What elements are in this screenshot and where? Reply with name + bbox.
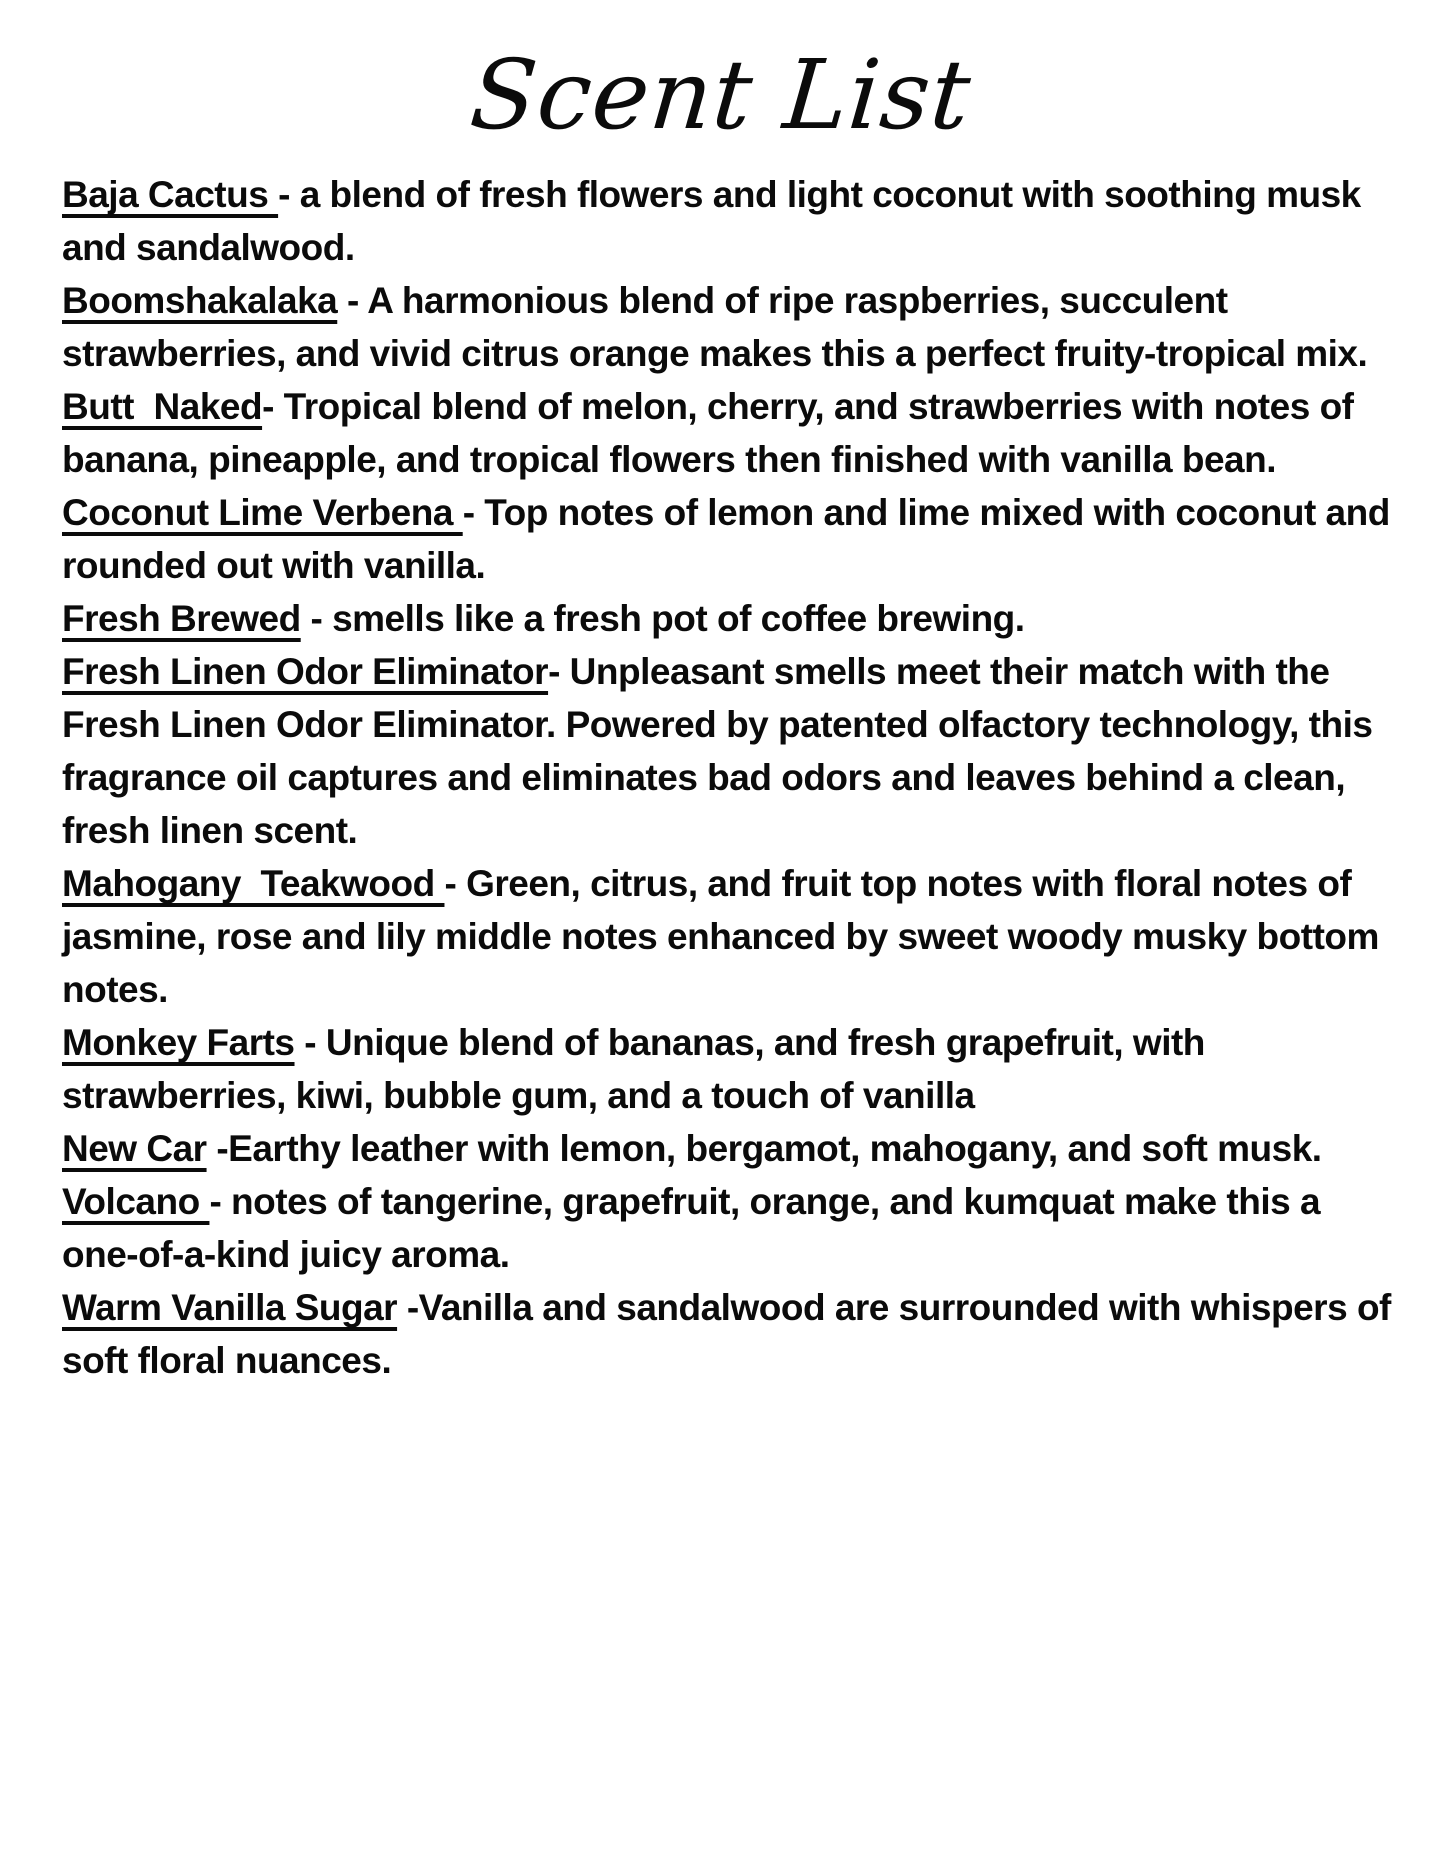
scent-entry xyxy=(62,1281,1401,1387)
scent-entry xyxy=(62,857,1395,1016)
scent-description: -Earthy leather with lemon, bergamot, mahogany, and soft musk. xyxy=(206,1128,1322,1170)
scent-description: - smells like a fresh pot of coffee brewing. xyxy=(300,598,1025,640)
scent-name: Boomshakalaka xyxy=(62,280,338,322)
scent-entry xyxy=(62,592,1395,645)
scent-entry xyxy=(62,274,1395,380)
scent-description: - Top notes of lemon and lime mixed with coconut and rounded out with vanilla. xyxy=(62,492,1400,587)
scent-description: - Green, citrus, and fruit top notes with floral notes of jasmine, rose and lily middle notes enhanced by sweet woody musky bottom notes. xyxy=(62,863,1389,1011)
scent-description: - Unpleasant smells meet their match with the Fresh Linen Odor Eliminator. Powered by patented olfactory technology, this fragrance oil captures and eliminates bad odors and leaves behind a clean, fresh linen scent. xyxy=(62,651,1383,852)
scent-entry xyxy=(62,1122,1395,1175)
scent-name: Volcano xyxy=(62,1181,210,1223)
scent-description: - Unique blend of bananas, and fresh grapefruit, with strawberries, kiwi, bubble gum, and a touch of vanilla xyxy=(62,1022,1215,1117)
scent-name: Baja Cactus xyxy=(62,174,279,216)
scent-description: - a blend of fresh flowers and light coconut with soothing musk and sandalwood. xyxy=(62,174,1371,269)
scent-entry xyxy=(62,1175,1395,1281)
scent-entry xyxy=(62,1016,1395,1122)
scent-name: Fresh Brewed xyxy=(62,598,301,640)
scent-name: Warm Vanilla Sugar xyxy=(62,1287,398,1329)
scent-name: Butt Naked xyxy=(62,386,263,428)
scent-list xyxy=(0,168,1445,1387)
scent-name: Monkey Farts xyxy=(62,1022,295,1064)
scent-description: -Vanilla and sandalwood are surrounded with whispers of soft floral nuances. xyxy=(62,1287,1401,1382)
scent-description: - A harmonious blend of ripe raspberries, succulent strawberries, and vivid citrus orange makes this a perfect fruity-tropical mix. xyxy=(62,280,1368,375)
scent-description: - Tropical blend of melon, cherry, and strawberries with notes of banana, pineapple, and tropical flowers then finished with vanilla bean. xyxy=(62,386,1364,481)
scent-entry xyxy=(62,645,1395,857)
scent-name: Mahogany Teakwood xyxy=(62,863,445,905)
page-title: Scent List xyxy=(466,39,976,151)
scent-name: New Car xyxy=(62,1128,207,1170)
scent-entry xyxy=(62,380,1395,486)
scent-name: Coconut Lime Verbena xyxy=(62,492,463,534)
scent-description: - notes of tangerine, grapefruit, orange, and kumquat make this a one-of-a-kind juicy aroma. xyxy=(62,1181,1330,1276)
scent-entry xyxy=(62,486,1400,592)
scent-name: Fresh Linen Odor Eliminator xyxy=(62,651,549,693)
scent-entry xyxy=(62,168,1395,274)
